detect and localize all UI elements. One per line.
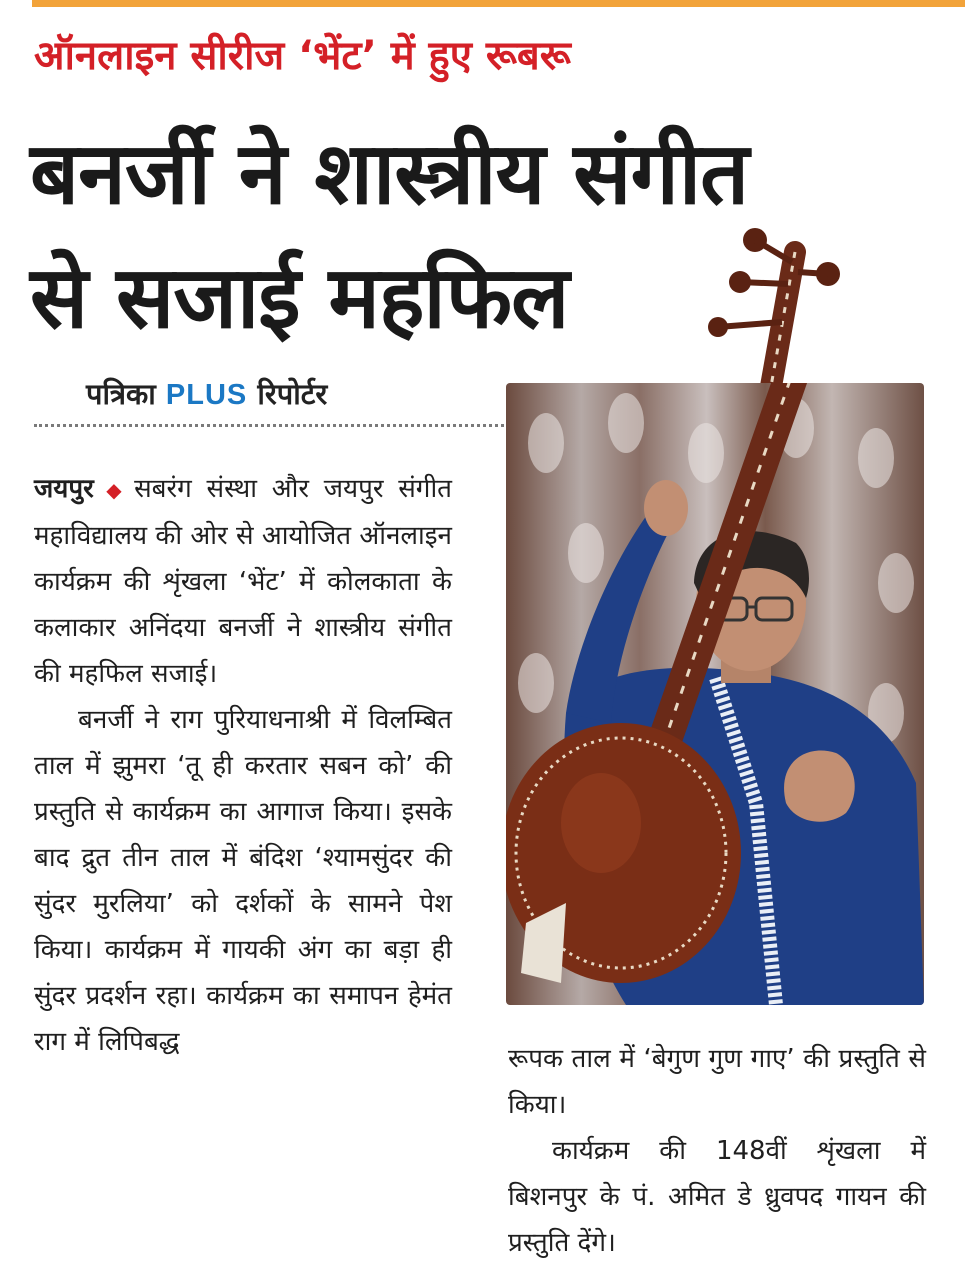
paragraph-2-continued: रूपक ताल में ‘बेगुण गुण गाए’ की प्रस्तुति से किया। (508, 1044, 926, 1120)
paragraph-3: कार्यक्रम की 148वीं शृंखला में बिशनपुर के पं. अमित डे ध्रुवपद गायन की प्रस्तुति देंगे। (508, 1136, 926, 1258)
diamond-icon: ◆ (99, 478, 129, 502)
byline-divider (34, 424, 504, 427)
byline-suffix: रिपोर्टर (257, 377, 328, 411)
tanpura-pegs-illustration (700, 222, 850, 392)
byline-brand: PLUS (165, 379, 248, 411)
headline-line-1: बनर्जी ने शास्त्रीय संगीत (30, 124, 749, 224)
musician-photo (506, 383, 924, 1005)
top-rule (32, 0, 965, 7)
tanpura-musician-illustration (506, 383, 924, 1005)
article-column-right (508, 1036, 926, 1266)
kicker-headline: ऑनलाइन सीरीज ‘भेंट’ में हुए रूबरू (34, 33, 571, 79)
paragraph-2: बनर्जी ने राग पुरियाधनाश्री में विलम्बित ताल में झुमरा ‘तू ही करतार सबन को’ की प्रस्तुति से कार्यक्रम का आगाज किया। इसके बाद द्रुत तीन ताल में बंदिश ‘श्यामसुंदर की सुंदर मुरलिया’ को दर्शकों के सामने पेश किया। कार्यक्रम में गायकी अंग का बड़ा ही सुंदर प्रदर्शन रहा। कार्यक्रम का समापन हेमंत राग में लिपिबद्ध (34, 705, 452, 1057)
dateline: जयपुर (34, 474, 94, 504)
headline-line-2: से सजाई महफिल (30, 248, 569, 348)
paragraph-1-text: सबरंग संस्था और जयपुर संगीत महाविद्यालय की ओर से आयोजित ऑनलाइन कार्यक्रम की शृंखला ‘भेंट’ में कोलकाता के कलाकार अनिंदया बनर्जी ने शास्त्रीय संगीत की महफिल सजाई। (34, 474, 452, 689)
article-column-left (34, 466, 452, 1065)
main-headline (30, 112, 749, 360)
byline-prefix: पत्रिका (86, 377, 156, 411)
byline (86, 372, 327, 417)
paragraph-1 (34, 466, 452, 697)
